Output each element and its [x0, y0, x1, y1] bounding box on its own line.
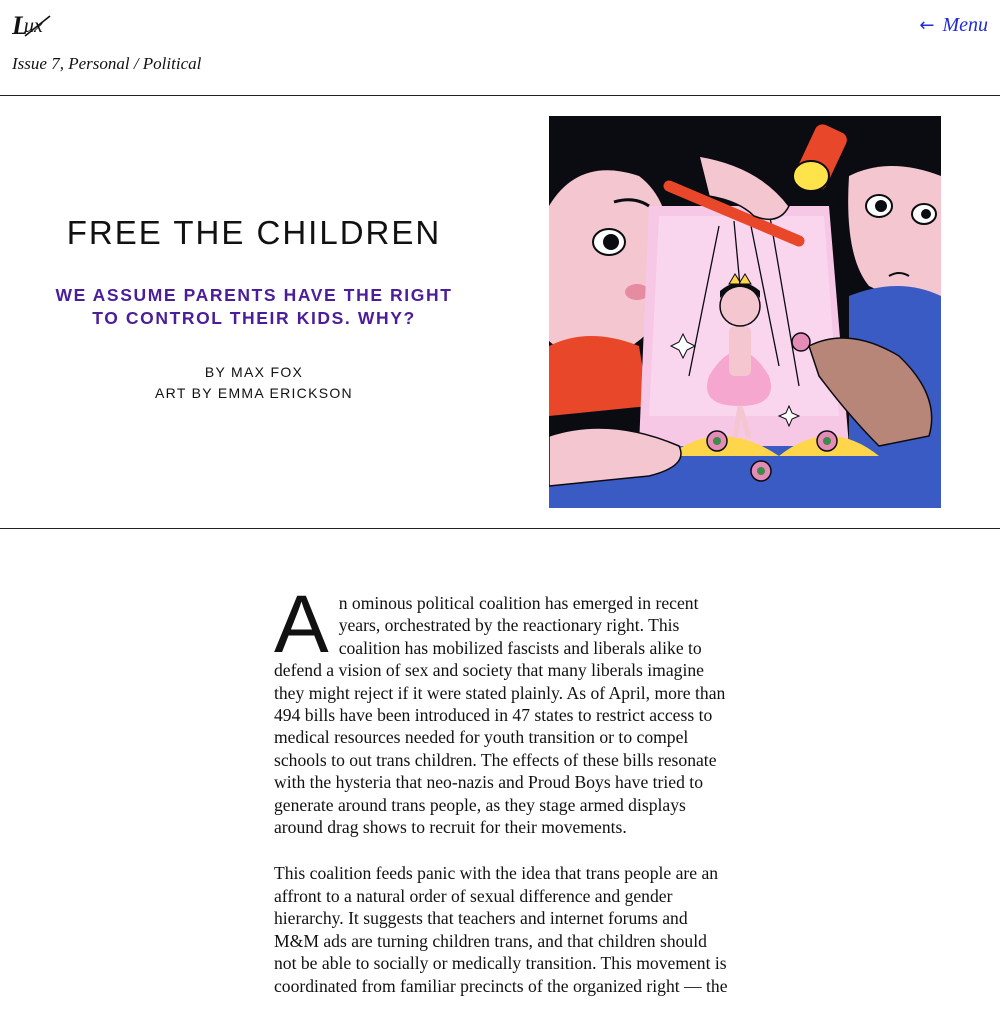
article-paragraph-2: This coalition feeds panic with the idea that trans people are an affront to a natural order of sexual difference and gender hierarchy. It suggests that teachers and internet forums and M&M ads are turning children trans, and that children should not be able to socially or medically transition. This movement is coordinated from familiar precincts of the organized right — the — [274, 863, 728, 996]
article-title: FREE THE CHILDREN — [66, 214, 442, 251]
hero-illustration — [549, 116, 941, 508]
byline-art: ART BY EMMA ERICKSON — [155, 385, 353, 401]
drop-cap: A — [274, 579, 329, 670]
arrow-left-icon: ← — [919, 15, 935, 36]
article-paragraph-1 — [274, 579, 730, 838]
byline-author: BY MAX FOX — [204, 364, 304, 380]
svg-text:L: L — [12, 11, 28, 40]
paragraph-1-text: n ominous political coalition has emerged in recent years, orchestrated by the reactionary right. This coalition has mobilized fascists and liberals alike to defend a vision of sex and society that many liberals imagine they might reject if it were stated plainly. As of April, more than 494 bills have been introduced in 47 states to restrict access to medical resources needed for youth transition or to compel schools to out trans children. The effects of these bills resonate with the hysteria that neo-nazis and Proud Boys have tried to generate around trans people, as they stage armed displays around drag shows to recruit for their movements. — [274, 593, 726, 838]
article-dek: WE ASSUME PARENTS HAVE THE RIGHT TO CONTROL THEIR KIDS. WHY? — [55, 285, 453, 328]
lux-logo[interactable] — [12, 10, 52, 42]
menu-button[interactable] — [919, 14, 988, 37]
hero-text — [0, 96, 508, 528]
svg-text:ux: ux — [24, 15, 43, 37]
menu-label: Menu — [942, 14, 988, 36]
hero-divider — [0, 528, 1000, 529]
article-body — [274, 579, 730, 1021]
byline — [0, 362, 508, 404]
issue-label[interactable]: Issue 7, Personal / Political — [12, 54, 202, 73]
site-header — [0, 0, 1000, 96]
